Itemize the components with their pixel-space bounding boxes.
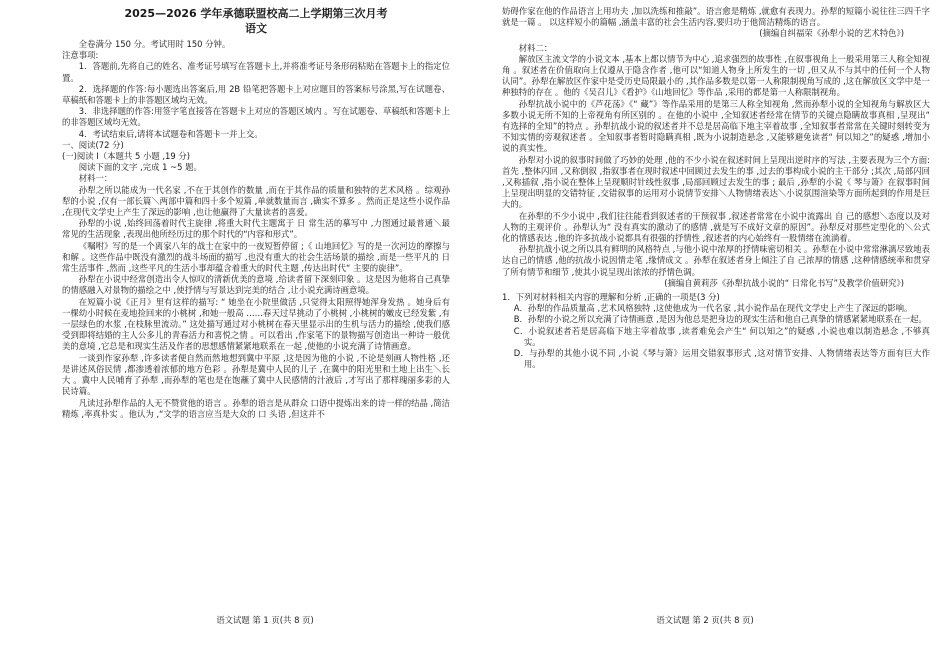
note-item: 4．考试结束后,请将本试题卷和答题卡一并上交。 (78, 128, 263, 139)
body-paragraph: 孙犁对小说的叙事时间做了巧妙的处理 ,他的不少小说在叙述时间上呈现出逆时序的写法 ,主要表现为三个方面:首先 ,整体闪回 ,又称倒叙 ,指叙事者在现时叙述中回顾过去发生的事 ,过去的事构成小说的主干部分 ;其次 ,局部闪回 ,又称插叙 ,指小说在整体上呈现顺时针线性叙事 ,局部回顾过去发生的事 ; 最后 ,孙犁的小说《 琴与箫》在叙事时间上呈现出明显的交错特征 ,交错叙事的运用对小说情节安排＼人物情绪表达＼小说氛围渲染等方面所起到的作用是巨大的。 (502, 154, 930, 210)
source-citation: (摘编自纠福荣《孙犁小说的艺术特色》) (759, 28, 904, 39)
answer-option-c: C．小说叙述者若是居高临下地主宰着故事 ,读者难免会产生“ 何以知之”的疑惑 ,小说也难以制造悬念 ,不够真实。 (513, 325, 930, 347)
body-paragraph: 解放区主流文学的小说文本 ,基本上都以情节为中心 ,追求强烈的故事性 ,在叙事视角上一般采用第三人称全知视角 。叙述者在价值取向上仅遵从于隐含作者 ,他可以“知道人物身上所发生的一切 ,但又从不与其中的任何一个人物认同”。孙犁在解放区作家中是受历史局限最小的 ,其作品多数是以第一人称限制视角写成的 ,这在解放区文学中是一种独特的存在 。他的《吴召儿》《看护》《山地回忆》等作品 ,采用的都是第一人称限制视角。 (502, 53, 930, 98)
answer-option-a: A．孙犁的作品质量高 ,艺术风格独特 ,这使他成为一代名家 ,其小说作品在现代文学史上产生了深远的影响。 (513, 303, 913, 314)
instruction: 阅读下面的文字 ,完成 1 ~5 题。 (78, 162, 202, 173)
page-left (0, 0, 470, 659)
source-citation: (摘编自黄莉莎《孙犁抗战小说的“ 日常化书写”及教学价值研究》) (664, 277, 904, 288)
page-right (480, 0, 950, 659)
section-heading: 一、阅读(72 分) (62, 139, 124, 150)
note-item: 1．答题前,先将自己的姓名、准考证号填写在答题卡上,并将准考证号条形码粘贴在答题卡上的指定位置。 (62, 61, 450, 83)
page-right-content (502, 6, 930, 371)
body-paragraph: 一谈到作家孙犁 ,许多读者便自然而然地想到冀中平原 ,这是因为他的小说 ,不论是刻画人物性格 ,还是讲述风俗民情 ,都渗透着浓郁的地方色彩 。孙犁是冀中人民的儿子 ,在冀中的阳光里和土地上出生＼长大 。冀中人民哺育了孙犁 ,而孙犁的笔也是在饱蘸了冀中人民感情的汁液后 ,才写出了那样瑰丽多彩的人民诗篇。 (62, 352, 450, 397)
body-paragraph: 孙犁的小说 ,始终回荡着时代主旋律 ,将重大时代主题寓于 日 常生活的摹写中 ,力图通过最普通＼最常见的生活现象 ,表现出他所经历过的那个时代的“内容和形式”。 (62, 218, 450, 240)
body-paragraph: 凡读过孙犁作品的人无不赞赏他的语言 。孙犁的语言是从群众 口语中提炼出来的诗一样的结晶 ,简洁精炼 ,率真朴实 。他认为 ,“文学的语言应当是大众的 口 头语 ,但这并不 (62, 397, 450, 419)
body-paragraph: 孙犁抗战小说之所以具有鲜明的风格特点 ,与他小说中浓厚的抒情味密切相关 。孙犁在小说中常常淋漓尽致地表达自己的情感 ,他的抗战小说因情走笔 ,缘情成文 。孙犁在叙述者身上倾注了自 己浓厚的情感 ,这种情感统率和贯穿了所有情节和细节 ,使其小说呈现出浓浓的抒情色调。 (502, 244, 930, 277)
body-paragraph: 在孙犁的不少小说中 ,我们往往能看到叙述者的干预叙事 ,叙述者常常在小说中流露出 自 己的感想＼态度以及对人物的主观评价 。孙犁认为“ 没有真实的激动了的感情 ,就是写不成好文章的原因”。孙犁反对那些定型化的＼公式化的情感表达 ,他的许多抗战小说都具有很强的抒情性 ,叙述者的内心始终有一股情绪在流淌着。 (502, 210, 930, 244)
body-paragraph: 《嘱咐》写的是一个离家八年的战士在家中的一夜短暂停留 ;《 山地回忆》写的是一次河边的摩擦与和解 。这些作品中既没有激烈的战斗场面的描写 ,也没有重大的社会生活场景的描绘 ,而是一些平凡的 日 常生活事件 ,然而 ,这些平凡的生活小事却蕴含着重大的时代主题 ,传达出时代“ 主要的旋律”。 (62, 240, 450, 274)
material-label: 材料一： (78, 173, 113, 184)
question-stem: 1．下列对材料相关内容的理解和分析 ,正确的一项是(3 分) (502, 292, 720, 303)
answer-option-d: D．与孙犁的其他小说不同 ,小说《琴与箫》运用交错叙事形式 ,这对情节安排、人物情绪表达等方面有巨大作用。 (513, 348, 930, 370)
page-left-content (62, 6, 450, 420)
notes-heading: 注意事项: (62, 50, 99, 61)
material-label: 材料二： (518, 42, 553, 53)
note-item: 3．非选择题的作答:用签字笔直接答在答题卡上对应的答题区域内 。写在试题卷、草稿纸和答题卡上的非答题区域均无效。 (62, 106, 450, 128)
score-line: 全卷满分 150 分。考试用时 150 分钟。 (78, 39, 231, 49)
body-paragraph: 妨碍作家在他的作品语言上用功夫 ,加以洗练和推敲”。语言愈是精炼 ,就愈有表现力。孙犁的短篇小说往往三四千字就是一篇 。 以这样短小的篇幅 ,涵盖丰富的社会生活内容,要归功于他简洁精炼的语言。 (502, 6, 930, 28)
subsection-heading: (一)阅读 I（本题共 5 小题 ,19 分) (62, 151, 190, 162)
subject-title: 语文 (245, 22, 267, 35)
page-footer: 语文试题 第 1 页(共 8 页) (216, 615, 314, 625)
body-paragraph: 孙犁抗战小说中的《芦花荡》《“ 藏”》等作品采用的是第三人称全知视角 ,然而孙犁小说的全知视角与解放区大多数小说无所不知的上帝视角有所区别的 。在他的小说中 ,全知叙述者经常在情节的关键点隐瞒故事真相 ,呈现出“ 有选择的全知”的特点 。孙犁抗战小说的叙述者并不总是居高临下地主宰着故事 ,全知叙事者常常在关键时刻转变为不知实情的旁观叙述者 。全知叙事者暂时隐瞒真相 ,既为小说制造悬念 ,又能够避免读者“ 何以知之”的疑惑 ,增加小说的真实性。 (502, 98, 930, 154)
answer-option-b: B．孙犁的小说之所以充满了诗情画意 ,是因为他总是把身边的现实生活和他自己真挚的情感紧紧地联系在一起。 (513, 314, 927, 325)
exam-title: 2025—2026 学年承德联盟校高二上学期第三次月考 (124, 7, 388, 20)
body-paragraph: 孙犁在小说中经常创造出令人惊叹的清新优美的意境 ,给读者留下深刻印象 。这是因为他将自己真挚的情感融入对景物的描绘之中 ,使抒情与写景达到完美的结合 ,让小说充满诗画意境。 (62, 274, 450, 296)
body-paragraph: 在短篇小说《正月》里有这样的描写: “ 她坐在小院里做活 ,只觉得太阳照得她浑身发热 。她身后有一棵幼小时候在麦地捡回来的小桃树 ,和她一般高 ……春天过早挑动了小桃树 ,小桃树的嫩皮已经发紫 ,有一层绿色的水浆 ,在枝脉里流动。” 这处描写通过对小桃树在春天里显示出的生机与活力的描绘 ,使我们感受到即将结婚的主人公多儿的青春活力和喜悦之情 。可以看出 ,作家笔下的景物描写创造出一种诗一般优美的意境 ,它总是和现实生活及作者的思想感情紧紧地联系在一起 ,使他的小说充满了诗情画意。 (62, 296, 450, 352)
body-paragraph: 孙犁之所以能成为一代名家 ,不在于其创作的数量 ,而在于其作品的质量和独特的艺术风格 。综观孙犁的小说 ,仅有一部长篇＼两部中篇和四十多个短篇 ,单就数量而言 ,确实不算多 。然而正是这些小说作品 ,在现代文学史上产生了深远的影响 ,也让他赢得了大量读者的喜爱。 (62, 184, 450, 218)
note-item: 2．选择题的作答:每小题选出答案后,用 2B 铅笔把答题卡上对应题目的答案标号涂黑,写在试题卷、草稿纸和答题卡上的非答题区域均无效。 (62, 83, 450, 106)
page-footer: 语文试题 第 2 页(共 8 页) (656, 615, 754, 625)
